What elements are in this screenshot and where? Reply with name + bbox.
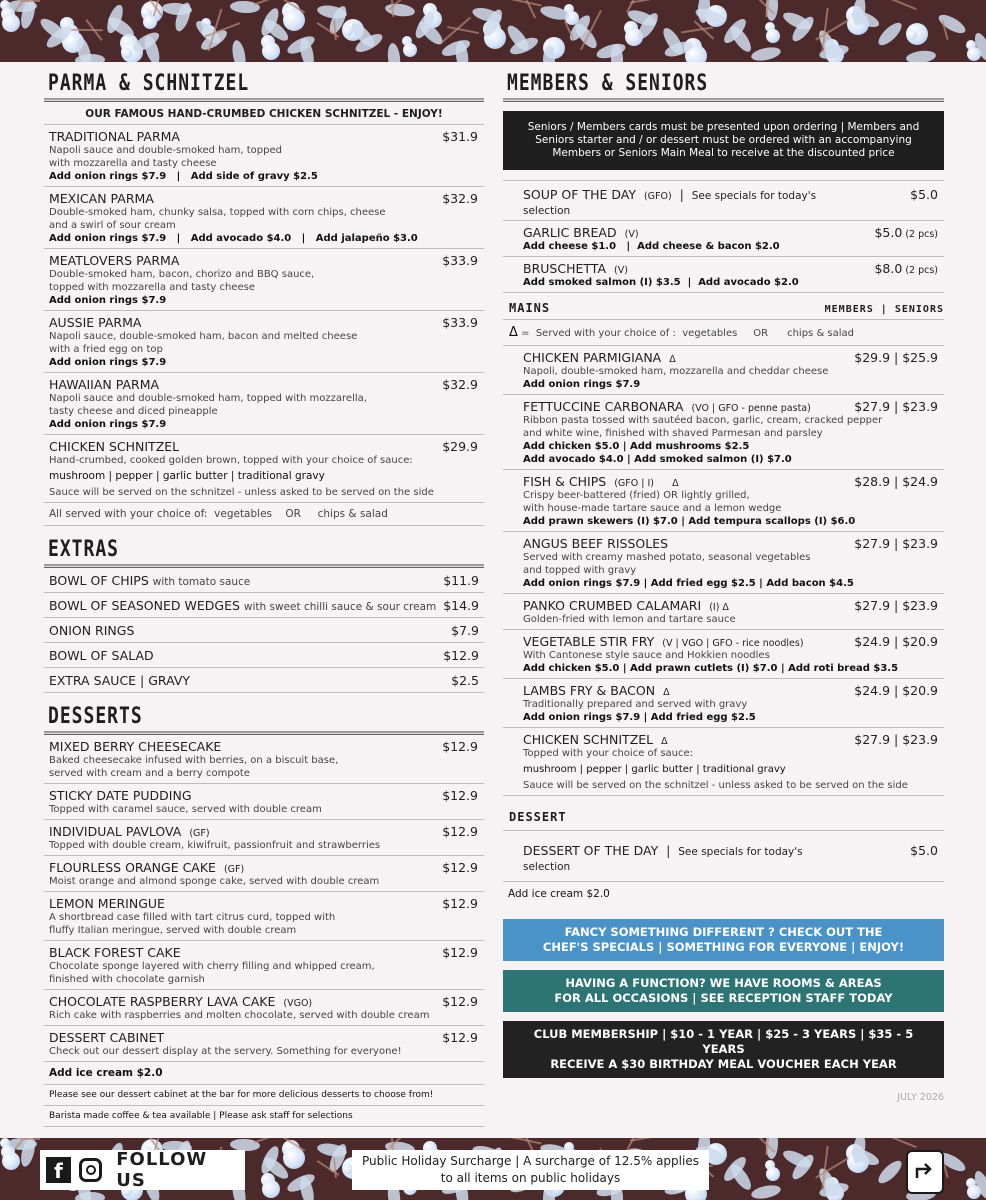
item-name: EXTRA SAUCE | GRAVY: [49, 673, 191, 688]
item-desc: Chocolate sponge layered with cherry filling and whipped cream, finished with chocolate garnish: [49, 961, 375, 985]
delta-symbol: Δ: [509, 325, 518, 340]
item-tag: (GFO): [643, 191, 672, 202]
berry-decoration: [262, 1180, 280, 1198]
menu-item: [44, 187, 484, 249]
facebook-icon[interactable]: f: [46, 1157, 71, 1183]
item-name: ANGUS BEEF RISSOLES: [523, 536, 669, 551]
starter-item: [503, 257, 944, 293]
item-add-ons: Add onion rings $7.9: [523, 379, 641, 390]
item-desc: Napoli sauce, double-smoked ham, bacon and melted cheese with a fried egg on top: [49, 331, 358, 355]
item-name-row: [523, 598, 844, 613]
item-tag: Δ: [663, 687, 670, 698]
item-price-row: [874, 261, 938, 276]
extra-item: [44, 593, 484, 618]
delta-note: [503, 320, 944, 346]
item-add-ons: Add smoked salmon (I) $3.5 | Add avocado $2.0: [523, 277, 799, 288]
item-tag: (VGO): [283, 998, 313, 1009]
item-add-ons: Add onion rings $7.9 | Add fried egg $2.5: [523, 712, 756, 723]
item-add-ons: Add chicken $5.0 | Add mushrooms $2.5 Add avocado $4.0 | Add smoked salmon (I) $7.0: [523, 441, 792, 465]
item-price: $8.0: [874, 261, 903, 276]
dessert-item: [44, 856, 484, 892]
main-item: [503, 679, 944, 728]
extra-item: [44, 668, 484, 693]
item-name-row: [523, 350, 844, 365]
dessert-item: [44, 820, 484, 856]
main-item: [503, 395, 944, 470]
follow-us-box[interactable]: [40, 1150, 245, 1190]
desserts-list: [44, 735, 484, 1062]
item-desc: With Cantonese style sauce and Hokkien noodles: [523, 650, 770, 661]
dessert-item: [44, 1026, 484, 1062]
surcharge-box: [352, 1150, 709, 1190]
promo-line-2: FOR ALL OCCASIONS | SEE RECEPTION STAFF TODAY: [554, 991, 893, 1005]
parma-tagline: OUR FAMOUS HAND-CRUMBED CHICKEN SCHNITZEL - ENJOY!: [44, 102, 484, 125]
extra-left: [49, 573, 250, 588]
item-name-row: [523, 225, 844, 240]
menu-item: [44, 311, 484, 373]
starter-item: [503, 221, 944, 257]
item-desc: Baked cheesecake infused with berries, on a biscuit base, served with cream and a berry compote: [49, 755, 339, 779]
twig-decoration: [875, 1138, 917, 1148]
item-tag: (GF): [223, 864, 245, 875]
twig-decoration: [254, 1138, 273, 1143]
extra-left: [49, 673, 194, 688]
sauce-options: mushroom | pepper | garlic butter | traditional gravy: [49, 470, 325, 482]
promo-banner[interactable]: [503, 970, 944, 1012]
item-name-row: [523, 732, 844, 747]
item-price: $27.9 | $23.9: [854, 536, 938, 551]
item-sub: with tomato sauce: [152, 576, 251, 588]
item-add-ons: Add prawn skewers (I) $7.0 | Add tempura scallops (I) $6.0: [523, 516, 856, 527]
item-desc: Napoli, double-smoked ham, mozzarella and cheddar cheese: [523, 366, 829, 377]
dessert-item: [44, 990, 484, 1026]
section-title-members: MEMBERS & SENIORS: [503, 70, 944, 102]
dessert-ice-cream-note: Add ice cream $2.0: [508, 888, 610, 900]
berry-decoration: [907, 30, 917, 40]
mains-header: [503, 293, 944, 320]
item-price: $5.0: [910, 843, 938, 858]
item-name: AUSSIE PARMA: [49, 315, 142, 330]
leaf-decoration: [386, 42, 401, 62]
item-desc: Ribbon pasta tossed with sautéed bacon, garlic, cream, cracked pepper and white wine, finished with shaved Parmesan and parsley: [523, 415, 883, 439]
menu-item: [44, 125, 484, 187]
item-name: MEXICAN PARMA: [49, 191, 154, 206]
section-title-parma: PARMA & SCHNITZEL: [44, 70, 484, 102]
item-name-row: [49, 824, 444, 839]
leaf-decoration: [75, 53, 105, 62]
item-name: CHICKEN PARMIGIANA: [523, 350, 662, 365]
item-add-ons: Add onion rings $7.9 | Add avocado $4.0 | Add jalapeño $3.0: [49, 233, 418, 244]
item-desc: Crispy beer-battered (fried) OR lightly grilled, with house-made tartare sauce and a lemon wedge: [523, 490, 782, 514]
item-tag: Δ: [669, 354, 676, 365]
item-price: $27.9 | $23.9: [854, 598, 938, 613]
item-name: CHICKEN SCHNITZEL: [49, 439, 180, 454]
item-name: BRUSCHETTA: [523, 261, 607, 276]
item-price: $5.0: [874, 225, 903, 240]
item-name: MIXED BERRY CHEESECAKE: [49, 739, 222, 754]
members-notice: Seniors / Members cards must be presented upon ordering | Members and Seniors starter and / or dessert must be ordered with an accompanying Members or Seniors Main Meal to receive at the discounted price: [503, 111, 944, 170]
extra-left: [49, 598, 436, 613]
berry-decoration: [766, 29, 780, 43]
surcharge-line-1: Public Holiday Surcharge | A surcharge of 12.5% applies: [362, 1154, 699, 1168]
twig-decoration: [498, 1138, 541, 1145]
item-name-row: [523, 474, 844, 489]
twig-decoration: [498, 0, 541, 7]
extra-item: [44, 643, 484, 668]
leaf-decoration: [750, 1183, 782, 1200]
right-column: [503, 70, 944, 1103]
item-name: LAMBS FRY & BACON: [523, 683, 656, 698]
item-name: BLACK FOREST CAKE: [49, 945, 181, 960]
leaf-decoration: [750, 45, 782, 62]
item-name: FISH & CHIPS: [523, 474, 607, 489]
berry-decoration: [143, 15, 157, 29]
item-price: $32.9: [442, 191, 478, 206]
item-name: CHOCOLATE RASPBERRY LAVA CAKE: [49, 994, 276, 1009]
menu-item: [44, 249, 484, 311]
item-price: $12.9: [442, 824, 478, 839]
item-name-row: [49, 1030, 444, 1045]
berry-decoration: [122, 48, 132, 58]
menu-item: [44, 373, 484, 435]
item-name: SOUP OF THE DAY: [523, 187, 636, 202]
item-price: $32.9: [442, 377, 478, 392]
item-name: ONION RINGS: [49, 623, 135, 638]
leaf-decoration: [230, 39, 248, 62]
leaf-decoration: [875, 19, 905, 48]
item-desc: Napoli sauce and double-smoked ham, topped with mozzarella, tasty cheese and diced pineapple: [49, 393, 367, 417]
main-item: [503, 470, 944, 532]
promo-line-2: RECEIVE A $30 BIRTHDAY MEAL VOUCHER EACH YEAR: [550, 1057, 897, 1071]
item-desc: Double-smoked ham, bacon, chorizo and BBQ sauce, topped with mozzarella and tasty cheese: [49, 269, 315, 293]
item-name: GARLIC BREAD: [523, 225, 617, 240]
item-name: BOWL OF SEASONED WEDGES: [49, 598, 240, 613]
item-add-ons: Add onion rings $7.9 | Add side of gravy $2.5: [49, 171, 318, 182]
extra-item: [44, 618, 484, 643]
item-tag: (V): [624, 229, 639, 240]
left-column: [44, 70, 484, 1127]
promo-line-2: CHEF'S SPECIALS | SOMETHING FOR EVERYONE | ENJOY!: [542, 940, 905, 954]
twig-decoration: [875, 0, 917, 10]
item-name: BOWL OF SALAD: [49, 648, 154, 663]
item-price: $12.9: [442, 860, 478, 875]
item-price: $14.9: [443, 598, 479, 613]
item-name: VEGETABLE STIR FRY: [523, 634, 655, 649]
berry-decoration: [403, 43, 417, 57]
item-price: $29.9 | $25.9: [854, 350, 938, 365]
promo-banners: [503, 919, 944, 1078]
item-add-ons: Add onion rings $7.9: [49, 357, 167, 368]
item-price: $31.9: [442, 129, 478, 144]
sauce-note: Sauce will be served on the schnitzel - unless asked to be served on the side: [523, 780, 908, 791]
item-price: $28.9 | $24.9: [854, 474, 938, 489]
berry-decoration: [766, 1167, 780, 1181]
item-price: $33.9: [442, 315, 478, 330]
item-name: CHICKEN SCHNITZEL: [523, 732, 654, 747]
berry-decoration: [262, 42, 280, 60]
item-price: $12.9: [442, 1030, 478, 1045]
soup-of-the-day: [503, 180, 944, 221]
served-with-note: All served with your choice of: vegetables OR chips & salad: [44, 503, 484, 526]
item-add-ons: Add onion rings $7.9: [49, 295, 167, 306]
item-desc: Served with creamy mashed potato, seasonal vegetables and topped with gravy: [523, 552, 811, 576]
leaf-decoration: [75, 1191, 105, 1200]
item-price-row: [874, 225, 938, 240]
add-ice-cream-note: Add ice cream $2.0: [44, 1062, 484, 1085]
item-tag: (VO | GFO - penne pasta): [691, 403, 811, 414]
main-item: [503, 594, 944, 630]
separator: |: [679, 188, 684, 202]
leaf-decoration: [905, 49, 936, 62]
follow-us-label: FOLLOW US: [116, 1149, 208, 1191]
berry-decoration: [2, 1152, 20, 1170]
item-desc: A shortbread case filled with tart citrus curd, topped with fluffy Italian meringue, served with double cream: [49, 912, 336, 936]
main-item: [503, 346, 944, 395]
item-price: $2.5: [451, 673, 479, 688]
section-title-extras: EXTRAS: [44, 536, 484, 568]
item-tag: (GFO | I) Δ: [614, 478, 679, 489]
item-qty: (2 pcs): [905, 265, 938, 276]
item-tag: (I) Δ: [709, 602, 729, 613]
item-name: LEMON MERINGUE: [49, 896, 165, 911]
main-item: [503, 630, 944, 679]
mains-columns: MEMBERS | SENIORS: [824, 304, 944, 315]
item-name: HAWAIIAN PARMA: [49, 377, 160, 392]
item-price: $5.0: [910, 187, 938, 202]
item-name: DESSERT OF THE DAY: [523, 843, 659, 858]
surcharge-line-2: to all items on public holidays: [440, 1171, 621, 1185]
promo-banner[interactable]: [503, 919, 944, 961]
dessert-item: [44, 941, 484, 990]
dessert-item: [44, 784, 484, 820]
item-tag: (GF): [189, 828, 210, 839]
promo-line-1: CLUB MEMBERSHIP | $10 - 1 YEAR | $25 - 3 YEARS | $35 - 5 YEARS: [533, 1027, 914, 1056]
sauce-options: mushroom | pepper | garlic butter | traditional gravy: [523, 764, 786, 775]
mains-label: MAINS: [509, 301, 551, 315]
item-add-ons: Add chicken $5.0 | Add prawn cutlets (I) $7.0 | Add roti bread $3.5: [523, 663, 899, 674]
item-price: $24.9 | $20.9: [854, 634, 938, 649]
item-name: BOWL OF CHIPS: [49, 573, 149, 588]
item-name-row: [49, 788, 444, 803]
item-desc: Topped with double cream, kiwifruit, passionfruit and strawberries: [49, 840, 381, 851]
item-tag: (V | VGO | GFO - rice noodles): [662, 638, 804, 649]
extra-left: [49, 623, 138, 638]
item-price: $12.9: [442, 896, 478, 911]
item-name: FETTUCCINE CARBONARA: [523, 399, 684, 414]
delta-note-text: = Served with your choice of : vegetables OR chips & salad: [521, 328, 855, 339]
item-name: FLOURLESS ORANGE CAKE: [49, 860, 216, 875]
starters-list: [503, 221, 944, 293]
share-icon[interactable]: [906, 1150, 944, 1194]
item-desc: Double-smoked ham, chunky salsa, topped with corn chips, cheese and a swirl of sour cream: [49, 207, 386, 231]
item-name: TRADITIONAL PARMA: [49, 129, 180, 144]
item-qty: (2 pcs): [905, 229, 938, 240]
main-item: [503, 532, 944, 594]
item-sub: with sweet chilli sauce & sour cream: [243, 601, 437, 613]
special-text: See specials for today's selection: [523, 190, 817, 217]
leaf-decoration: [936, 11, 968, 36]
item-price: $12.9: [442, 994, 478, 1009]
item-price: $12.9: [442, 945, 478, 960]
item-add-ons: Add cheese $1.0 | Add cheese & bacon $2.0: [523, 241, 780, 252]
item-price: $12.9: [442, 788, 478, 803]
item-name-row: [49, 945, 444, 960]
section-title-desserts: DESSERTS: [44, 703, 484, 735]
leaf-decoration: [142, 34, 163, 62]
item-price: $11.9: [443, 573, 479, 588]
promo-banner[interactable]: [503, 1021, 944, 1078]
item-name-row: [49, 994, 444, 1009]
item-desc: Traditionally prepared and served with gravy: [523, 699, 748, 710]
dessert-of-the-day: [503, 831, 944, 882]
item-name: STICKY DATE PUDDING: [49, 788, 192, 803]
promo-line-1: FANCY SOMETHING DIFFERENT ? CHECK OUT THE: [564, 925, 883, 939]
berry-decoration: [2, 14, 20, 32]
item-desc: Hand-crumbed, cooked golden brown, topped with your choice of sauce:: [49, 455, 413, 466]
item-price: $29.9: [442, 439, 478, 454]
item-desc: Moist orange and almond sponge cake, served with double cream: [49, 876, 380, 887]
item-name-row: [49, 739, 444, 754]
coffee-note: Barista made coffee & tea available | Please ask staff for selections: [44, 1106, 484, 1127]
item-name-row: [523, 261, 844, 276]
dessert-item: [44, 735, 484, 784]
extra-left: [49, 648, 158, 663]
item-price: $33.9: [442, 253, 478, 268]
item-desc: Check out our dessert display at the servery. Something for everyone!: [49, 1046, 402, 1057]
sauce-note: Sauce will be served on the schnitzel - unless asked to be served on the side: [49, 487, 434, 498]
item-price: $24.9 | $20.9: [854, 683, 938, 698]
item-name: INDIVIDUAL PAVLOVA: [49, 824, 182, 839]
item-add-ons: Add onion rings $7.9: [49, 419, 167, 430]
dessert-label: DESSERT: [503, 796, 944, 831]
item-price: $27.9 | $23.9: [854, 732, 938, 747]
item-desc: Golden-fried with lemon and tartare sauce: [523, 614, 736, 625]
item-name-row: [523, 399, 844, 414]
item-price: $27.9 | $23.9: [854, 399, 938, 414]
promo-line-1: HAVING A FUNCTION? WE HAVE ROOMS & AREAS: [565, 976, 882, 990]
item-add-ons: Add onion rings $7.9 | Add fried egg $2.5 | Add bacon $4.5: [523, 578, 854, 589]
mains-list: [503, 346, 944, 796]
twig-decoration: [254, 0, 273, 5]
item-name: PANKO CRUMBED CALAMARI: [523, 598, 702, 613]
cabinet-note: Please see our dessert cabinet at the bar for more delicious desserts to choose from!: [44, 1085, 484, 1106]
item-price: $12.9: [442, 739, 478, 754]
item-desc: Rich cake with raspberries and molten chocolate, served with double cream: [49, 1010, 430, 1021]
item-price: $12.9: [443, 648, 479, 663]
extra-item: [44, 568, 484, 593]
item-price: $7.9: [451, 623, 479, 638]
extras-list: [44, 568, 484, 693]
item-tag: (V): [614, 265, 628, 276]
item-desc: Topped with your choice of sauce:: [523, 748, 694, 759]
menu-date: JULY 2026: [897, 1092, 944, 1103]
instagram-icon[interactable]: [79, 1158, 102, 1182]
item-name: DESSERT CABINET: [49, 1030, 165, 1045]
special-text: See specials for today's selection: [523, 846, 803, 873]
item-tag: Δ: [661, 736, 668, 747]
item-name-row: [49, 896, 444, 911]
dessert-item: [44, 892, 484, 941]
item-desc: Topped with caramel sauce, served with double cream: [49, 804, 322, 815]
item-name: MEATLOVERS PARMA: [49, 253, 180, 268]
item-name-row: [523, 536, 844, 551]
leaf-decoration: [875, 1157, 905, 1186]
top-decorative-band: [0, 0, 986, 62]
item-name-row: [523, 683, 844, 698]
separator: |: [666, 844, 671, 858]
item-desc: Napoli sauce and double-smoked ham, topped with mozzarella and tasty cheese: [49, 145, 282, 169]
chicken-schnitzel-item: [44, 435, 484, 503]
item-name-row: [49, 860, 444, 875]
main-item: [503, 728, 944, 796]
item-name-row: [523, 634, 844, 649]
parma-list: [44, 125, 484, 435]
